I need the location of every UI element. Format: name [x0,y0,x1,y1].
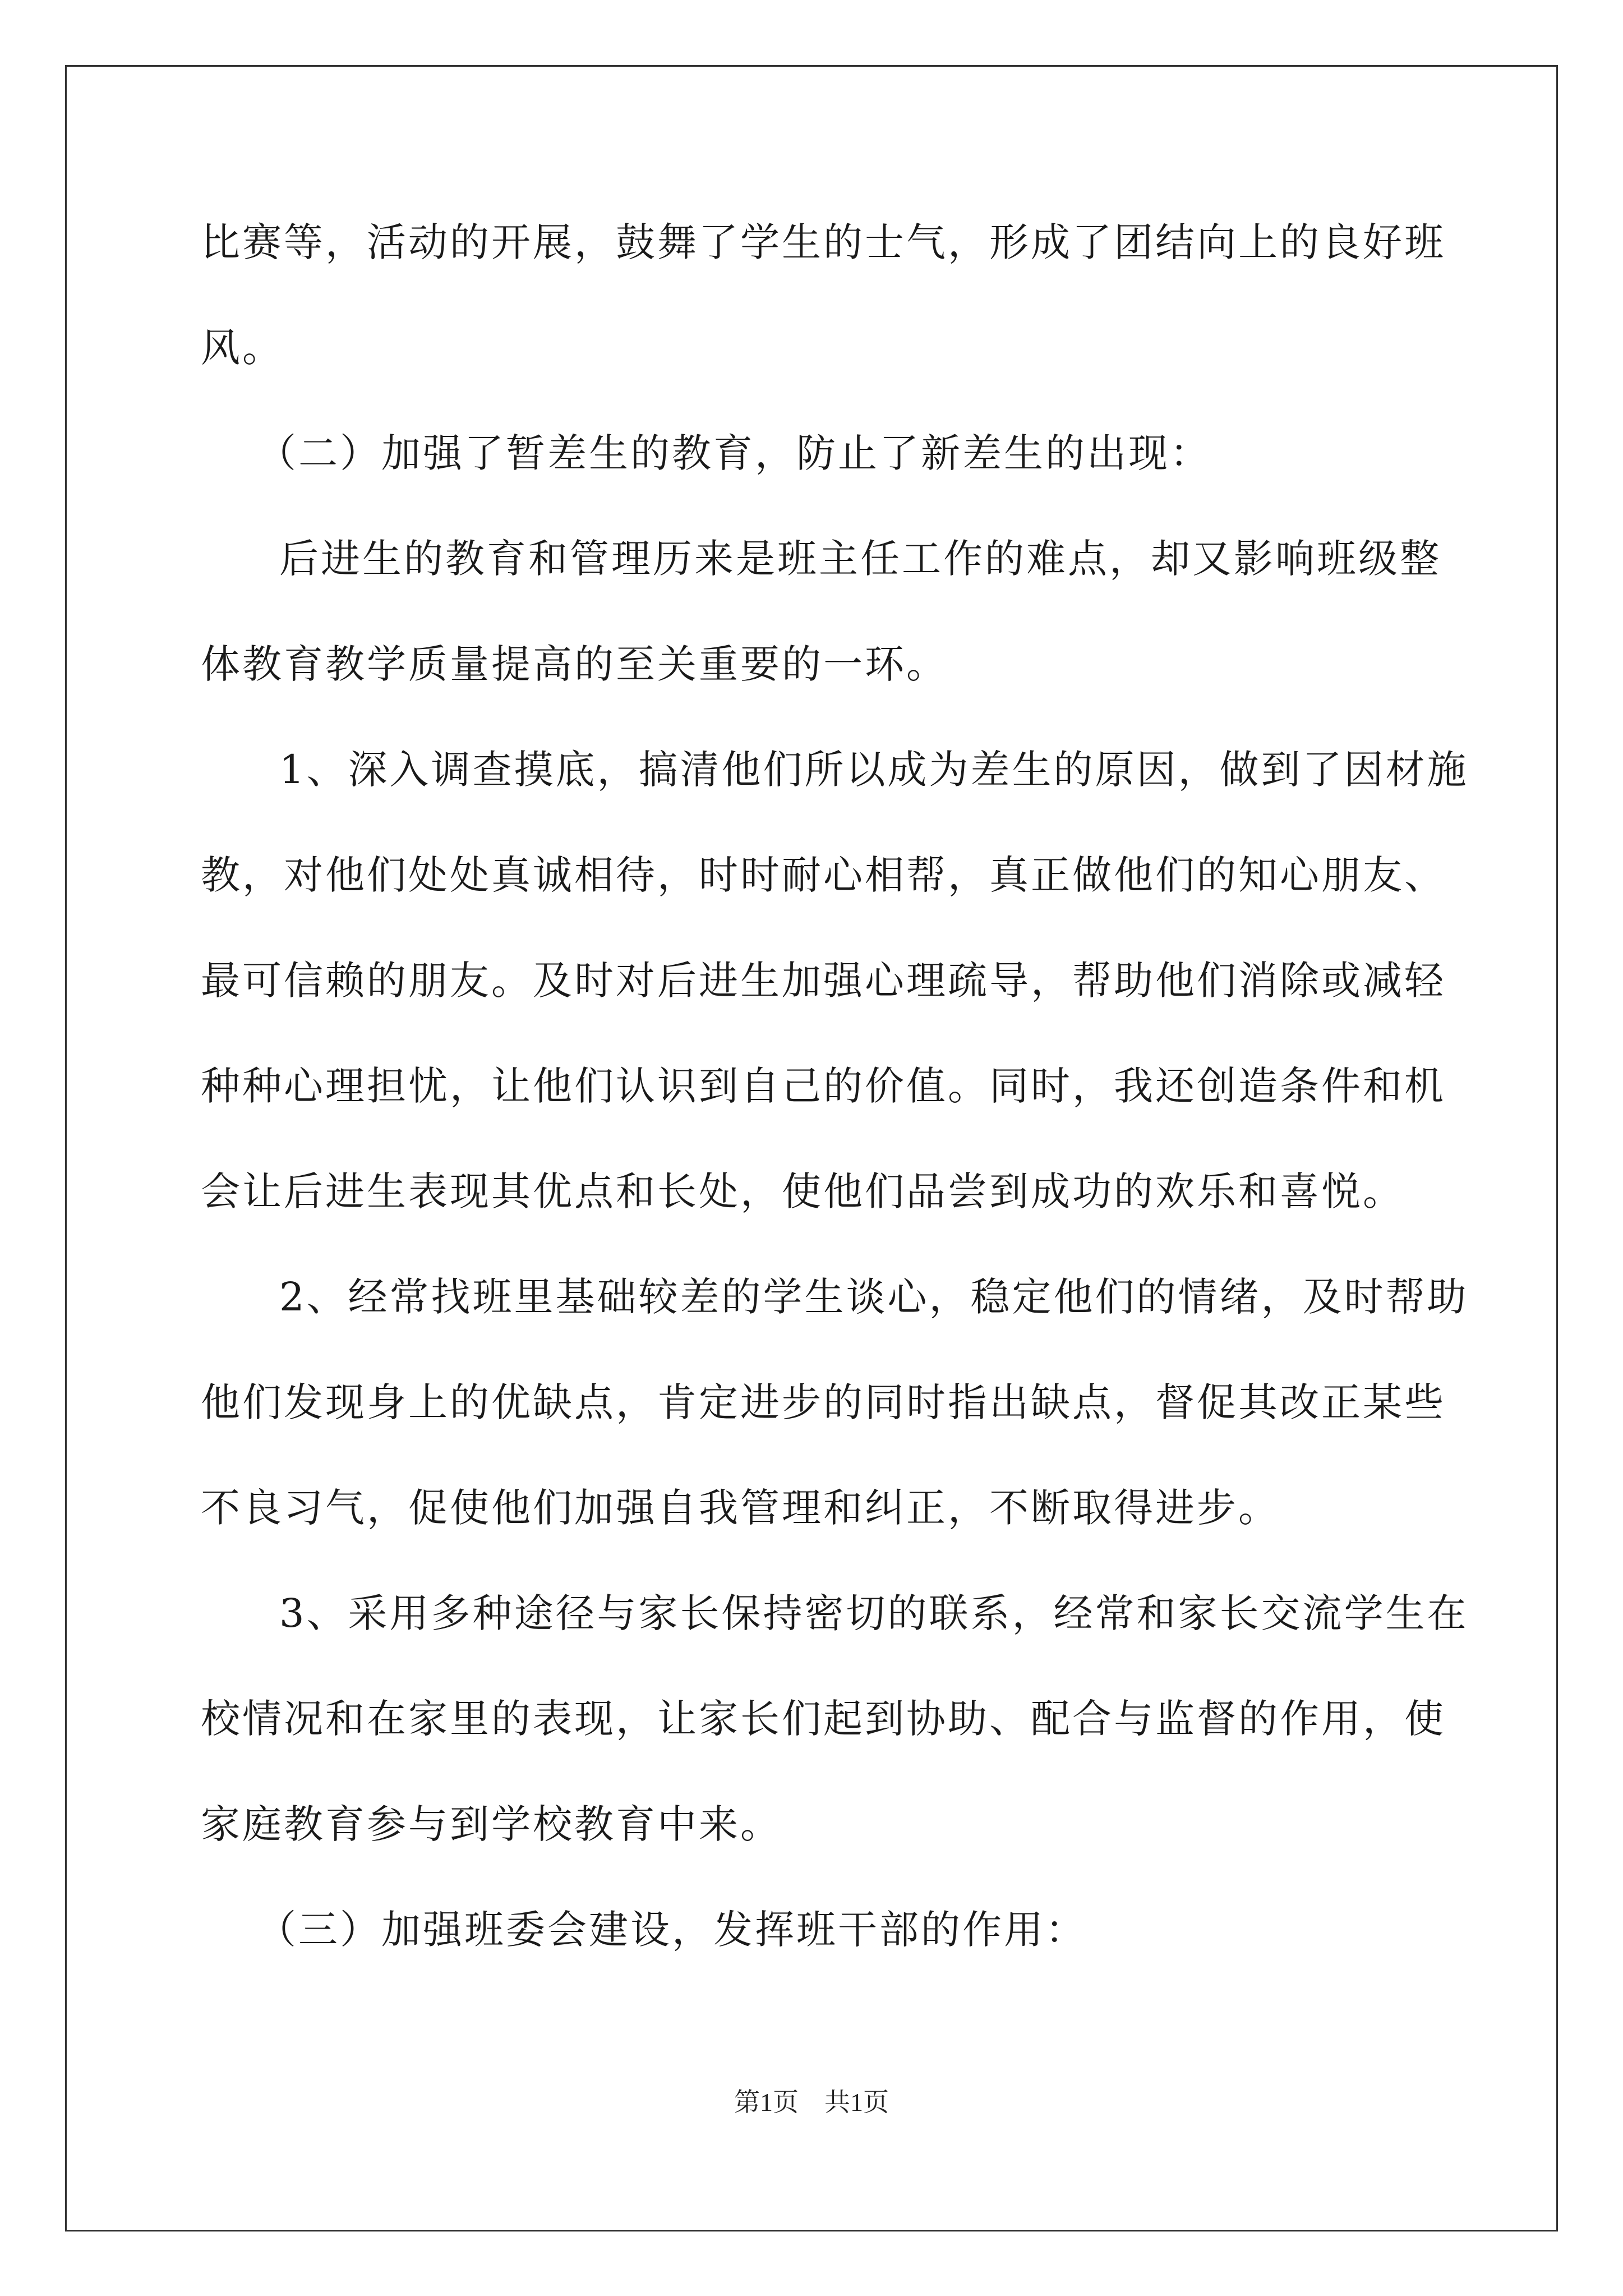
text-line: 校情况和在家里的表现，让家长们起到协助、配合与监督的作用，使 [201,1696,1446,1742]
text-line: 比赛等，活动的开展，鼓舞了学生的士气，形成了团结向上的良好班 [201,219,1446,265]
text-line: 不良习气，促使他们加强自我管理和纠正，不断取得进步。 [201,1485,1280,1531]
text-line: 2、经常找班里基础较差的学生谈心，稳定他们的情绪，及时帮助 [279,1274,1469,1320]
text-line: 体教育教学质量提高的至关重要的一环。 [201,641,948,687]
text-line: 后进生的教育和管理历来是班主任工作的难点，却又影响班级整 [279,536,1441,582]
text-line: 会让后进生表现其优点和长处，使他们品尝到成功的欢乐和喜悦。 [201,1168,1404,1214]
text-line: 他们发现身上的优缺点，肯定进步的同时指出缺点，督促其改正某些 [201,1379,1446,1425]
section-heading: （二）加强了暂差生的教育，防止了新差生的出现： [257,430,1211,476]
page-footer: 第1页 共1页 [734,2088,889,2116]
text-line: 最可信赖的朋友。及时对后进生加强心理疏导，帮助他们消除或减轻 [201,958,1446,1004]
text-line: 风。 [201,325,284,371]
text-line: 3、采用多种途径与家长保持密切的联系，经常和家长交流学生在 [279,1590,1469,1636]
section-heading: （三）加强班委会建设，发挥班干部的作用： [257,1907,1087,1953]
text-line: 家庭教育参与到学校教育中来。 [201,1801,782,1847]
text-line: 1、深入调查摸底，搞清他们所以成为差生的原因，做到了因材施 [279,747,1469,793]
text-line: 种种心理担忧，让他们认识到自己的价值。同时，我还创造条件和机 [201,1063,1446,1109]
text-line: 教，对他们处处真诚相待，时时耐心相帮，真正做他们的知心朋友、 [201,852,1446,898]
